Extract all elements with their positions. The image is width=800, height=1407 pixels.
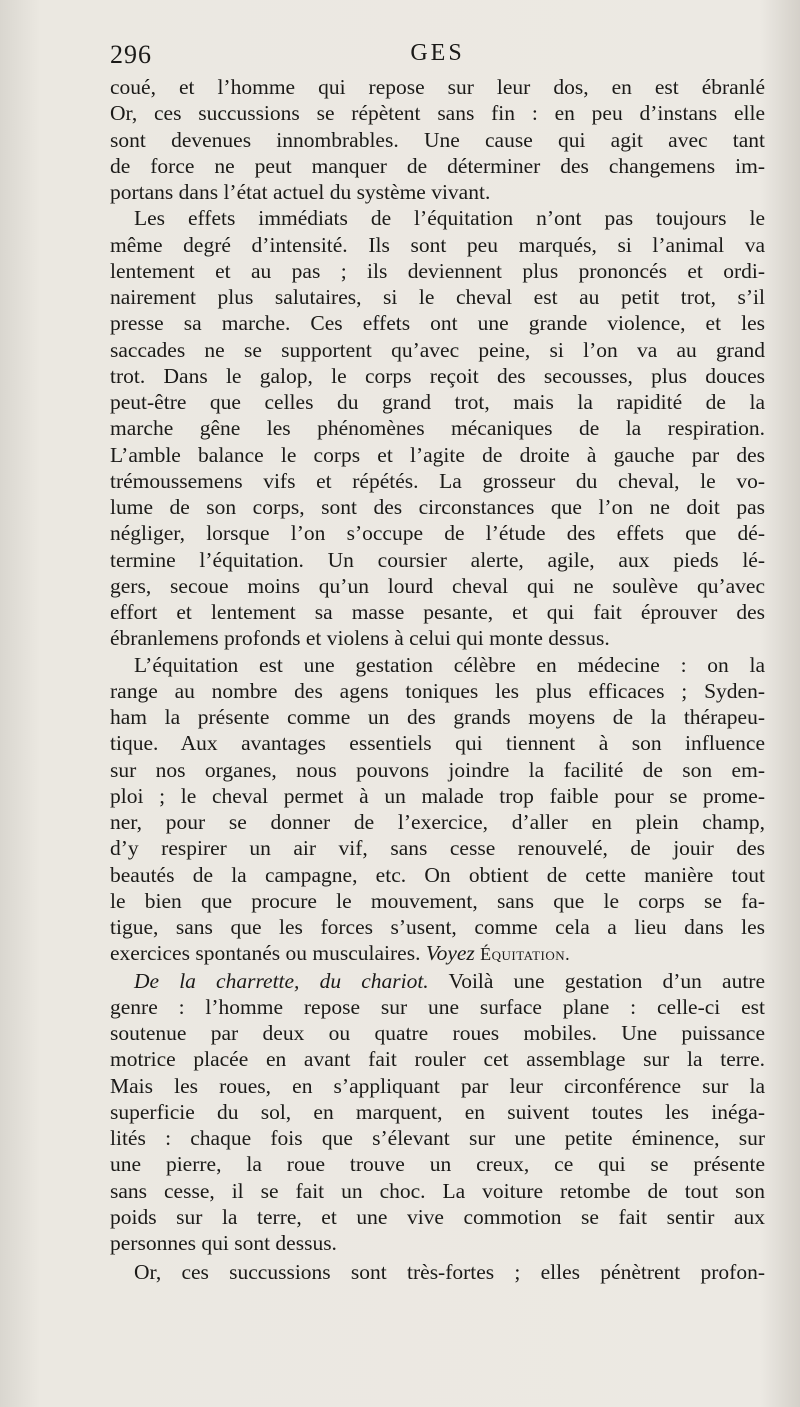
text-line: saccades ne se supportent qu’avec peine, si l’on va au grand xyxy=(110,337,765,362)
text-line: beautés de la campagne, etc. On obtient de cette manière tout xyxy=(110,862,765,887)
text-line: superficie du sol, en marquent, en suivent toutes les inéga- xyxy=(110,1099,765,1124)
text-line: ploi ; le cheval permet à un malade trop faible pour se prome- xyxy=(110,783,765,808)
text-line: range au nombre des agens toniques les plus efficaces ; Syden- xyxy=(110,678,765,703)
text-line: de force ne peut manquer de déterminer des changemens im- xyxy=(110,153,765,178)
text-line: genre : l’homme repose sur une surface plane : celle-ci est xyxy=(110,994,765,1019)
text-line: d’y respirer un air vif, sans cesse renouvelé, de jouir des xyxy=(110,836,765,861)
text-line: lités : chaque fois que s’élevant sur une petite éminence, sur xyxy=(110,1126,765,1150)
text-line: effort et lentement sa masse pesante, et qui fait éprouver des xyxy=(110,600,765,624)
running-head: GES xyxy=(410,40,465,66)
text-line: Les effets immédiats de l’équitation n’ont pas toujours le xyxy=(134,206,765,231)
text-line: Or, ces succussions sont très-fortes ; elles pénètrent profon- xyxy=(134,1260,765,1285)
text-line: ham la présente comme un des grands moyens de la thérapeu- xyxy=(110,705,765,729)
text-line xyxy=(110,968,765,994)
text-line: nairement plus salutaires, si le cheval est au petit trot, s’il xyxy=(110,285,765,309)
text-line: le bien que procure le mouvement, sans que le corps se fa- xyxy=(110,888,765,913)
text-line: gers, secoue moins qu’un lourd cheval qui ne soulève qu’avec xyxy=(110,573,765,598)
page-header xyxy=(110,40,765,72)
text-line: personnes qui sont dessus. xyxy=(110,1231,337,1255)
text-line: ébranlemens profonds et violens à celui qui monte dessus. xyxy=(110,626,610,651)
text-line: lume de son corps, sont des circonstances que l’on ne doit pas xyxy=(110,495,765,519)
text-line: soutenue par deux ou quatre roues mobiles. Une puissance xyxy=(110,1021,765,1045)
text-segment: exercices spontanés ou musculaires. xyxy=(110,941,421,966)
text-line: négliger, lorsque l’on s’occupe de l’étude des effets que dé- xyxy=(110,521,765,546)
text-line: L’équitation est une gestation célèbre en médecine : on la xyxy=(134,652,765,677)
text-line: sont devenues innombrables. Une cause qui agit avec tant xyxy=(110,127,765,152)
text-line: presse sa marche. Ces effets ont une grande violence, et les xyxy=(110,311,765,336)
text-line: ner, pour se donner de l’exercice, d’aller en plein champ, xyxy=(110,810,765,834)
text-line: même degré d’intensité. Ils sont peu marqués, si l’animal va xyxy=(110,232,765,257)
text-line: trémoussemens vifs et répétés. La grosseur du cheval, le vo- xyxy=(110,468,765,493)
text-segment: Voilà une gestation d’un autre xyxy=(448,968,765,993)
text-line xyxy=(110,940,765,967)
text-line: L’amble balance le corps et l’agite de droite à gauche par des xyxy=(110,442,765,467)
text-line: coué, et l’homme qui repose sur leur dos, en est ébranlé xyxy=(110,75,765,99)
text-line: sans cesse, il se fait un choc. La voiture retombe de tout son xyxy=(110,1178,765,1203)
cross-reference-label: Voyez xyxy=(425,941,475,966)
text-line: trot. Dans le galop, le corps reçoit des secousses, plus douces xyxy=(110,363,765,388)
text-line: termine l’équitation. Un coursier alerte, agile, aux pieds lé- xyxy=(110,547,765,572)
cross-reference-target: Équitation. xyxy=(480,944,571,965)
text-line: portans dans l’état actuel du système vivant. xyxy=(110,180,491,204)
text-line: lentement et au pas ; ils deviennent plus prononcés et ordi- xyxy=(110,258,765,283)
text-line: Or, ces succussions se répètent sans fin : en peu d’instans elle xyxy=(110,101,765,126)
text-line: tique. Aux avantages essentiels qui tiennent à son influence xyxy=(110,731,765,756)
text-line: tigue, sans que les forces s’usent, comme cela a lieu dans les xyxy=(110,915,765,939)
text-line: sur nos organes, nous pouvons joindre la facilité de son em- xyxy=(110,757,765,782)
text-line: marche gêne les phénomènes mécaniques de la respiration. xyxy=(110,416,765,441)
text-line: motrice placée en avant fait rouler cet assemblage sur la terre. xyxy=(110,1047,765,1072)
page-number: 296 xyxy=(110,40,152,69)
text-line: une pierre, la roue trouve un creux, ce qui se présente xyxy=(110,1152,765,1177)
section-subheading: De la charrette, du chariot. xyxy=(134,968,429,993)
text-line: peut-être que celles du grand trot, mais la rapidité de la xyxy=(110,390,765,414)
text-line: Mais les roues, en s’appliquant par leur circonférence sur la xyxy=(110,1073,765,1098)
text-line: poids sur la terre, et une vive commotion se fait sentir aux xyxy=(110,1204,765,1229)
body-text xyxy=(110,74,765,1286)
